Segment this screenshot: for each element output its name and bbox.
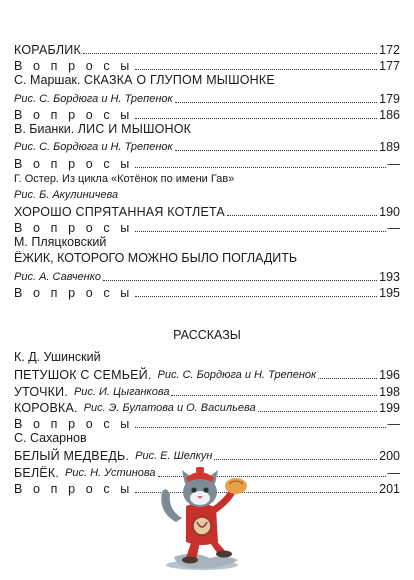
toc-entry	[14, 366, 400, 382]
dot-leader	[214, 459, 377, 460]
page-number: 201	[379, 481, 400, 496]
story-title: БЕЛЫЙ МЕДВЕДЬ.	[14, 449, 130, 464]
page-number: 199	[379, 400, 400, 415]
author-name: В. Бианки.	[14, 121, 75, 136]
illustrator: Рис. Е. Шелкун	[135, 450, 213, 463]
page-number: —	[387, 221, 400, 236]
toc-entry	[14, 138, 400, 154]
toc-entry	[14, 154, 400, 170]
illustrator: Рис. И. Цыганкова	[73, 385, 170, 398]
story-title: ПЕТУШОК С СЕМЬЕЙ.	[14, 368, 152, 383]
page-number: 177	[379, 59, 400, 74]
page-number: —	[387, 465, 400, 480]
dot-leader	[227, 215, 377, 216]
page-number: 179	[379, 91, 400, 106]
toc-entry	[14, 90, 400, 106]
dot-leader	[135, 296, 377, 297]
questions-label: В о п р о с ы	[14, 286, 133, 300]
author-name: С. Маршак.	[14, 73, 81, 88]
dot-leader	[135, 167, 386, 168]
toc-line	[14, 187, 400, 203]
story-title: ХОРОШО СПРЯТАННАЯ КОТЛЕТА	[14, 205, 225, 220]
story-title: КОРОВКА.	[14, 400, 78, 415]
dot-leader	[135, 427, 386, 428]
dot-leader	[258, 411, 378, 412]
questions-label: В о п р о с ы	[14, 221, 133, 236]
illustrator: Рис. Н. Устинова	[65, 466, 156, 479]
toc-entry	[14, 57, 400, 73]
toc-entry	[14, 415, 400, 431]
toc-line	[14, 73, 400, 89]
story-title: СКАЗКА О ГЛУПОМ МЫШОНКЕ	[83, 73, 275, 88]
toc-entry	[14, 447, 400, 463]
questions-label: В о п р о с ы	[14, 107, 133, 122]
author-name: К. Д. Ушинский	[14, 350, 101, 364]
story-title: ЛИС И МЫШОНОК	[77, 121, 192, 136]
page-number: 198	[379, 384, 400, 399]
toc-line	[14, 235, 400, 251]
pretzel	[193, 517, 211, 535]
dot-leader	[318, 378, 377, 379]
page-number: 186	[379, 107, 400, 122]
toc-entry	[14, 106, 400, 122]
boot-left	[182, 557, 198, 564]
toc-line	[14, 350, 400, 366]
toc-entry	[14, 382, 400, 398]
toc-line	[14, 171, 400, 187]
illustrator: Рис. С. Бордюга и Н. Трепенок	[14, 92, 173, 105]
dot-leader	[103, 280, 377, 281]
page-number: —	[387, 156, 400, 171]
page-number: 196	[379, 368, 400, 383]
toc-entry	[14, 399, 400, 415]
page-number: 172	[379, 43, 400, 58]
toc-line	[14, 251, 400, 267]
illustrator: Рис. Б. Акулиничева	[14, 188, 119, 201]
page-number: 193	[379, 269, 400, 284]
illustrator: Рис. С. Бордюга и Н. Трепенок	[157, 369, 317, 382]
toc-entry	[14, 219, 400, 235]
page-number: —	[387, 416, 400, 431]
illustrator: Рис. Э. Булатова и О. Васильева	[83, 401, 256, 414]
toc-line	[14, 122, 400, 138]
page-number: 190	[379, 205, 400, 220]
section-title: РАССКАЗЫ	[173, 328, 241, 342]
dot-leader	[171, 395, 377, 396]
dot-leader	[175, 150, 377, 151]
dot-leader	[135, 231, 386, 232]
story-title: УТОЧКИ.	[14, 384, 68, 399]
story-title: КОРАБЛИК	[14, 43, 81, 58]
table-of-contents	[14, 41, 400, 496]
illustrator: Рис. С. Бордюга и Н. Трепенок	[14, 141, 173, 154]
boot-right	[216, 551, 232, 558]
page-number: 195	[379, 286, 400, 300]
contents-list-1	[14, 41, 400, 300]
toc-entry	[14, 284, 400, 300]
dot-leader	[175, 102, 377, 103]
cat-with-pie-illustration	[152, 462, 264, 572]
author-name: Г. Остер. Из цикла «Котёнок по имени Гав»	[14, 172, 235, 185]
cat-tail	[161, 489, 182, 522]
illustrator: Рис. А. Савченко	[14, 270, 102, 283]
toc-entry	[14, 41, 400, 57]
questions-label: В о п р о с ы	[14, 59, 133, 74]
toc-entry	[14, 203, 400, 219]
dot-leader	[83, 53, 377, 54]
page-number: 189	[379, 140, 400, 155]
questions-label: В о п р о с ы	[14, 481, 133, 496]
author-name: С. Сахарнов	[14, 430, 87, 445]
page-number: 200	[379, 449, 400, 464]
author-name: ЁЖИК, КОТОРОГО МОЖНО БЫЛО ПОГЛАДИТЬ	[14, 251, 298, 266]
toc-line	[14, 431, 400, 447]
dot-leader	[135, 69, 377, 70]
dot-leader	[135, 118, 377, 119]
toc-entry	[14, 268, 400, 284]
questions-label: В о п р о с ы	[14, 416, 133, 431]
story-title: БЕЛЁК.	[14, 465, 60, 480]
author-name: М. Пляцковский	[14, 235, 107, 250]
questions-label: В о п р о с ы	[14, 156, 133, 171]
